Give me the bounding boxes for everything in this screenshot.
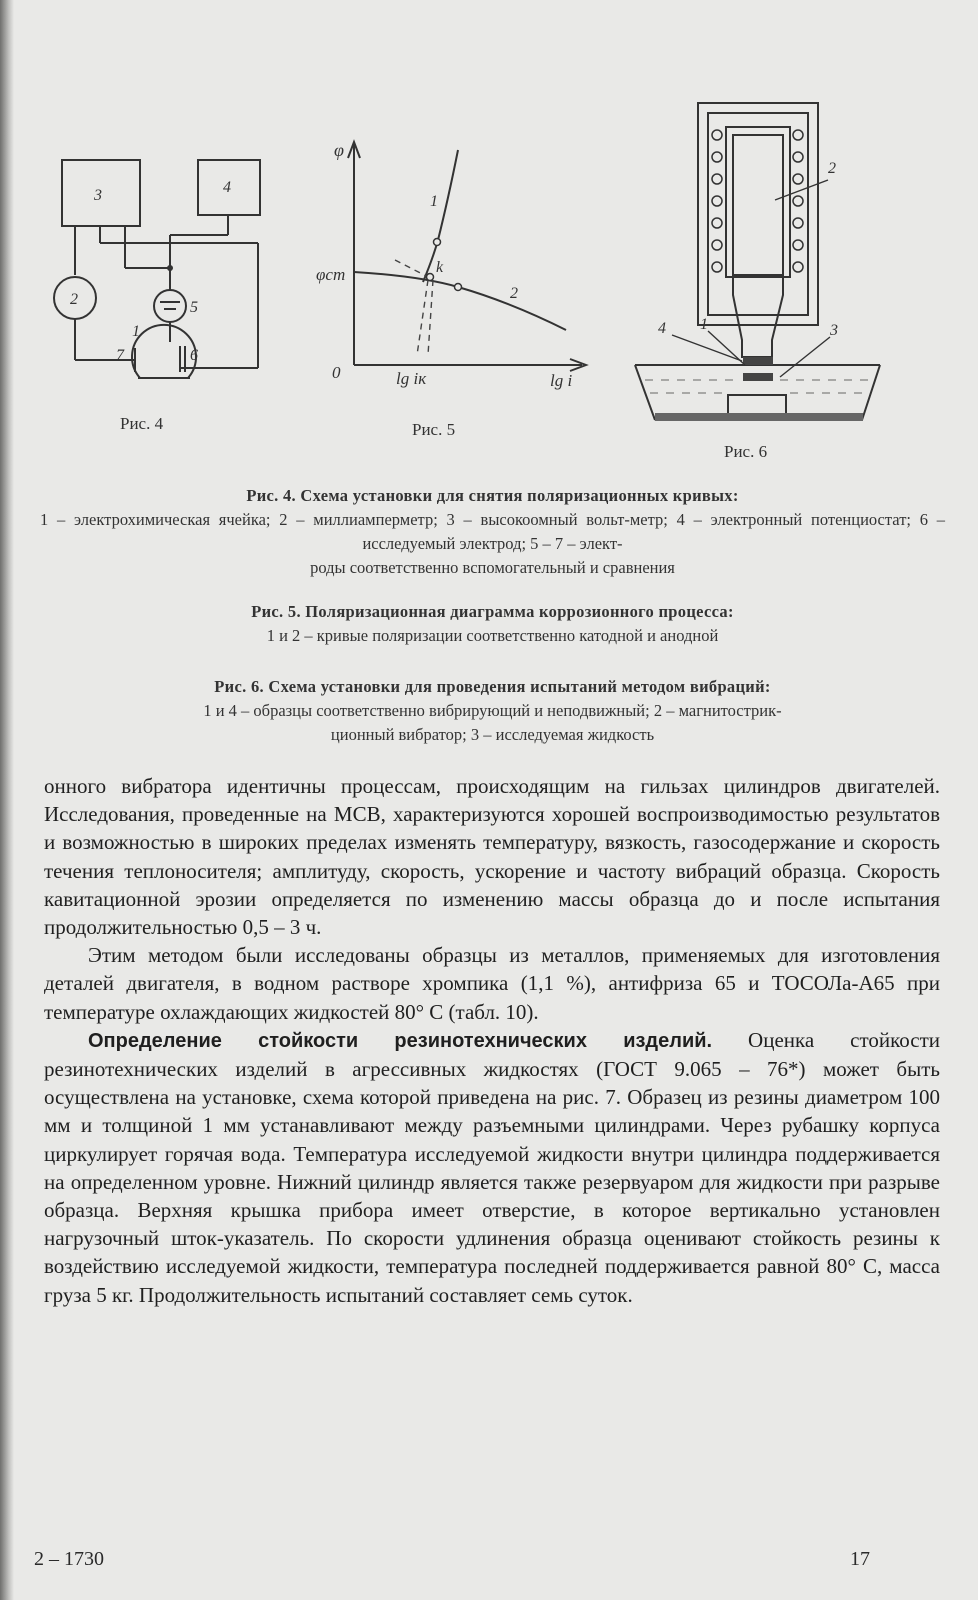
- fig5-k-label: k: [436, 259, 444, 276]
- fig5-lg-ik-label: lg iк: [396, 369, 427, 388]
- fig5-lg-i-label: lg i: [550, 371, 573, 390]
- fig4-num-5: 5: [190, 299, 198, 316]
- figure-6-caption-text: 1 и 4 – образцы соответственно вибрирующий и неподвижный; 2 – магнитострик-: [203, 701, 782, 720]
- fig5-origin-label: 0: [332, 363, 341, 382]
- figure-5-caption: [40, 600, 945, 648]
- figure-4-caption-title: Рис. 4. Схема установки для снятия поляризационных кривых:: [246, 486, 739, 505]
- figure-5-polarization-diagram: [316, 130, 600, 395]
- fig6-num-1: 1: [700, 316, 708, 333]
- fig4-num-3: 3: [94, 187, 102, 204]
- paragraph-2: Этим методом были исследованы образцы из металлов, применяемых для изготовления деталей двигателя, в водном растворе хромпика (1,1 %), антифриза 65 и ТОСОЛа-А65 при температуре охлаждающих жидкостей 80° С (табл. 10).: [44, 943, 940, 1024]
- fig5-curve-2-label: 2: [510, 285, 518, 302]
- figure-4-label: Рис. 4: [120, 414, 164, 433]
- body-text: [44, 772, 940, 1309]
- printer-signature: 2 – 1730: [34, 1548, 104, 1570]
- figure-4-caption: [40, 484, 945, 580]
- fig5-phi-label: φ: [334, 140, 344, 160]
- paragraph-3-heading: Определение стойкости резинотехнических изделий.: [88, 1029, 713, 1052]
- figure-6-caption: [40, 675, 945, 747]
- fig4-num-4: 4: [223, 179, 231, 196]
- paragraph-1: онного вибратора идентичны процессам, происходящим на гильзах цилиндров двигателей. Исследования, проведенные на МСВ, характеризуются хорошей воспроизводимостью результатов и возможностью в широких пределах изменять температуру, вязкость, газосодержание и скорость течения теплоносителя; амплитуду, скорость, ускорение и частоту вибраций образца. Скорость кавитационной эрозии определяется по изменению массы образца до и после испытания продолжительностью 0,5 – 3 ч.: [44, 774, 940, 940]
- fig6-num-2: 2: [828, 160, 836, 177]
- figure-5-caption-title: Рис. 5. Поляризационная диаграмма коррозионного процесса:: [251, 602, 734, 621]
- fig5-curve-1-label: 1: [430, 193, 438, 210]
- fig6-num-3: 3: [830, 322, 838, 339]
- paragraph-3: [44, 1026, 940, 1309]
- figure-6-caption-title: Рис. 6. Схема установки для проведения испытаний методом вибраций:: [214, 677, 771, 696]
- figure-4-caption-text-end: роды соответственно вспомогательный и сравнения: [310, 558, 675, 577]
- figure-5-label: Рис. 5: [412, 420, 456, 439]
- figure-6-label: Рис. 6: [724, 442, 768, 461]
- figure-6-vibration-setup: [630, 95, 890, 430]
- fig4-num-2: 2: [70, 291, 78, 308]
- figure-6-caption-text-end: ционный вибратор; 3 – исследуемая жидкость: [330, 725, 655, 744]
- figure-4-circuit: [40, 150, 280, 410]
- fig5-phi-st-label: φст: [316, 265, 346, 284]
- fig4-num-6: 6: [190, 347, 198, 364]
- book-spine-shadow: [0, 0, 14, 1600]
- paragraph-3-text: Оценка стойкости резинотехнических изделий в агрессивных жидкостях (ГОСТ 9.065 – 76*) может быть осуществлена на установке, схема которой приведена на рис. 7. Образец из резины диаметром 100 мм и толщиной 1 мм устанавливают между разъемными цилиндрами. Через рубашку корпуса циркулирует горячая вода. Температура исследуемой жидкости внутри цилиндра поддерживается на определенном уровне. Нижний цилиндр является также резервуаром для жидкости при разрыве образца. Верхняя крышка прибора имеет отверстие, в которое вертикально установлен нагрузочный шток-указатель. По скорости удлинения образца оценивают стойкость резины к воздействию исследуемой жидкости, температура последней поддерживается равной 80° С, масса груза 5 кг. Продолжительность испытаний составляет семь суток.: [44, 1027, 940, 1307]
- figure-5-caption-text: 1 и 2 – кривые поляризации соответственно катодной и анодной: [266, 626, 719, 645]
- page-number: 17: [850, 1548, 870, 1570]
- figure-4-caption-text: 1 – электрохимическая ячейка; 2 – миллиамперметр; 3 – высокоомный вольт-метр; 4 – электронный потенциостат; 6 – исследуемый электрод; 5 – 7 – элект-: [40, 510, 945, 553]
- fig4-num-7: 7: [116, 347, 124, 364]
- fig4-num-1: 1: [132, 323, 140, 340]
- fig6-num-4: 4: [658, 320, 666, 337]
